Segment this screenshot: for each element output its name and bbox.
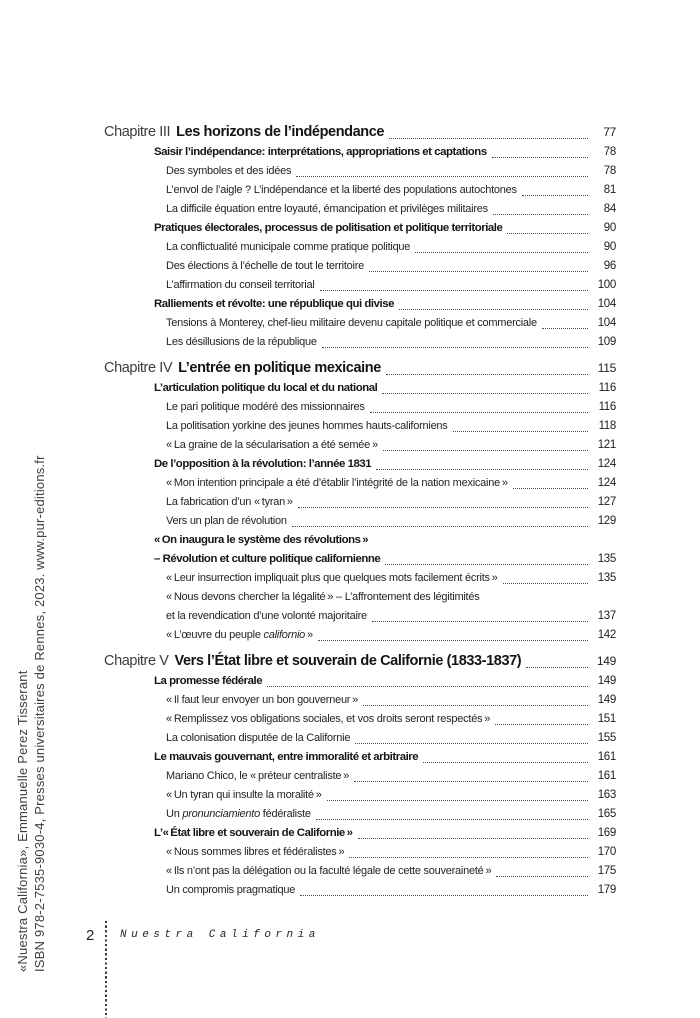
toc-entry-label <box>166 569 498 588</box>
entry-text: Mariano Chico, le « préteur centraliste » <box>166 770 350 782</box>
toc-entry-row <box>104 143 616 162</box>
entry-text: La fabrication d’un « tyran » <box>166 496 293 508</box>
entry-page-number: 78 <box>603 146 616 158</box>
entry-text: Les désillusions de la république <box>166 336 317 348</box>
toc-entry-row <box>104 786 616 805</box>
entry-page-number: 90 <box>603 222 616 234</box>
toc-entry-label <box>166 398 365 417</box>
toc-entry-row <box>104 219 616 238</box>
entry-page-number: 161 <box>597 770 616 782</box>
toc-entry-row <box>104 710 616 729</box>
entry-page-number: 116 <box>598 382 616 394</box>
entry-text: Saisir l’indépendance: interprétations, appropriations et captations <box>154 146 487 158</box>
toc-list <box>104 122 616 900</box>
toc-entry-row <box>104 295 616 314</box>
entry-text: L’affirmation du conseil territorial <box>166 279 315 291</box>
toc-entry-row <box>104 379 616 398</box>
page-number: 2 <box>86 927 95 944</box>
toc-chapter-row <box>104 651 616 672</box>
toc-entry-label <box>166 786 322 805</box>
toc-entry-row <box>104 607 616 626</box>
dot-leader <box>296 176 588 177</box>
toc-entry-row <box>104 588 616 607</box>
toc-entry-label <box>166 200 488 219</box>
entry-text: Un compromis pragmatique <box>166 884 296 896</box>
entry-page-number: 124 <box>597 477 616 489</box>
entry-text: La colonisation disputée de la Californie <box>166 732 351 744</box>
chapter-title: L’entrée en politique mexicaine <box>178 360 381 376</box>
toc-entry-label <box>166 493 293 512</box>
entry-page-number: 179 <box>597 884 616 896</box>
toc-entry-label <box>166 257 364 276</box>
dot-leader <box>542 328 588 329</box>
dot-leader <box>292 526 588 527</box>
entry-page-number: 118 <box>598 420 616 432</box>
toc-entry-label <box>166 729 350 748</box>
entry-text: » <box>305 629 313 641</box>
toc-entry-row <box>104 333 616 352</box>
toc-entry-row <box>104 200 616 219</box>
entry-text: Des symboles et des idées <box>166 165 292 177</box>
dot-leader <box>370 412 588 413</box>
entry-page-number: 129 <box>597 515 616 527</box>
toc-entry-row <box>104 512 616 531</box>
toc-entry-row <box>104 276 616 295</box>
entry-page-number: 104 <box>597 298 616 310</box>
entry-page-number: 116 <box>598 401 616 413</box>
dot-leader <box>318 640 588 641</box>
dot-leader <box>496 876 588 877</box>
toc-entry-label <box>166 691 358 710</box>
toc-entry-row <box>104 531 616 550</box>
dot-leader <box>300 895 588 896</box>
dot-leader <box>349 857 588 858</box>
toc-chapter-row <box>104 358 616 379</box>
toc-entry-row <box>104 436 616 455</box>
entry-page-number: 137 <box>597 610 616 622</box>
edition-info-line2: ISBN 978-2-7535-9030-4, Presses universitaires de Rennes, 2023. www.pur-editions.fr <box>32 455 47 972</box>
toc-entry-label <box>166 512 287 531</box>
toc-entry-row <box>104 493 616 512</box>
toc-entry-label <box>166 626 313 645</box>
entry-text: « La graine de la sécularisation a été semée » <box>166 439 378 451</box>
entry-text: « Un tyran qui insulte la moralité » <box>166 789 322 801</box>
entry-text: L’« État libre et souverain de Californie » <box>154 827 353 839</box>
toc-entry-label <box>166 333 317 352</box>
toc-entry-label <box>166 181 517 200</box>
chapter-page-number: 149 <box>596 654 616 668</box>
dot-leader <box>526 667 588 668</box>
entry-page-number: 149 <box>597 675 616 687</box>
toc-entry-label <box>166 843 344 862</box>
toc-entry-label <box>154 143 487 162</box>
toc-entry-row <box>104 824 616 843</box>
entry-text: « Mon intention principale a été d’établir l’intégrité de la nation mexicaine » <box>166 477 508 489</box>
toc-entry-label <box>166 881 295 900</box>
entry-text-italic: californio <box>263 629 306 641</box>
entry-page-number: 135 <box>597 572 616 584</box>
dot-leader <box>522 195 588 196</box>
toc-entry-label <box>154 550 380 569</box>
toc-chapter-block-3 <box>104 651 616 900</box>
toc-entry-label <box>166 588 479 607</box>
toc-entry-label <box>166 417 448 436</box>
dot-leader <box>493 214 588 215</box>
entry-text: – Révolution et culture politique californienne <box>154 553 381 565</box>
entry-page-number: 165 <box>597 808 616 820</box>
entry-text: Le pari politique modéré des missionnaires <box>166 401 365 413</box>
dot-leader <box>423 762 588 763</box>
entry-text: Le mauvais gouvernant, entre immoralité et arbitraire <box>154 751 419 763</box>
entry-text: Tensions à Monterey, chef-lieu militaire devenu capitale politique et commerciale <box>166 317 537 329</box>
entry-text: « Ils n’ont pas la délégation ou la faculté légale de cette souveraineté » <box>166 865 492 877</box>
entry-text: Ralliements et révolte: une république qui divise <box>154 298 394 310</box>
dot-leader <box>383 450 588 451</box>
entry-text: Des élections à l’échelle de tout le territoire <box>166 260 364 272</box>
toc-chapter-row <box>104 122 616 143</box>
entry-page-number: 96 <box>603 260 616 272</box>
dot-leader <box>363 705 588 706</box>
dot-leader <box>369 271 588 272</box>
toc-entry-label <box>166 862 491 881</box>
chapter-number-label: Chapitre III <box>104 124 171 140</box>
entry-text: « Il faut leur envoyer un bon gouverneur » <box>166 694 359 706</box>
entry-page-number: 149 <box>597 694 616 706</box>
toc-entry-row <box>104 881 616 900</box>
toc-entry-row <box>104 257 616 276</box>
entry-page-number: 104 <box>597 317 616 329</box>
entry-text: « Remplissez vos obligations sociales, et vos droits seront respectés » <box>166 713 491 725</box>
toc-entry-label <box>154 531 368 550</box>
toc-entry-label <box>166 710 490 729</box>
entry-text: L’articulation politique du local et du national <box>154 382 378 394</box>
toc-entry-row <box>104 181 616 200</box>
dot-leader <box>298 507 588 508</box>
toc-entry-label <box>166 607 367 626</box>
entry-page-number: 135 <box>597 553 616 565</box>
toc-entry-label <box>166 276 315 295</box>
entry-page-number: 78 <box>603 165 616 177</box>
dot-leader <box>385 564 588 565</box>
toc-entry-label <box>166 767 349 786</box>
toc-entry-label <box>154 748 418 767</box>
dot-leader <box>354 781 588 782</box>
entry-text: L’envol de l’aigle ? L’indépendance et la liberté des populations autochtones <box>166 184 517 196</box>
dot-leader <box>453 431 588 432</box>
dot-leader <box>322 347 588 348</box>
toc-entry-row <box>104 398 616 417</box>
dot-leader <box>386 374 588 375</box>
entry-page-number: 121 <box>597 439 616 451</box>
entry-text: Pratiques électorales, processus de politisation et politique territoriale <box>154 222 503 234</box>
dot-leader <box>495 724 588 725</box>
dot-leader <box>355 743 588 744</box>
entry-page-number: 81 <box>603 184 616 196</box>
dot-leader <box>320 290 588 291</box>
toc-entry-row <box>104 767 616 786</box>
dot-leader <box>372 621 588 622</box>
toc-entry-label <box>154 455 371 474</box>
toc-entry-row <box>104 550 616 569</box>
entry-text: « Nous devons chercher la légalité » – L’affrontement des légitimités <box>166 591 480 603</box>
dot-leader <box>513 488 588 489</box>
toc-entry-label <box>154 219 502 238</box>
entry-text: Vers un plan de révolution <box>166 515 287 527</box>
entry-page-number: 127 <box>597 496 616 508</box>
entry-page-number: 142 <box>597 629 616 641</box>
toc-entry-row <box>104 748 616 767</box>
entry-text: La promesse fédérale <box>154 675 263 687</box>
chapter-number-label: Chapitre V <box>104 653 169 669</box>
toc-entry-label <box>166 162 291 181</box>
entry-text: « L’œuvre du peuple <box>166 629 264 641</box>
dot-leader <box>376 469 588 470</box>
chapter-title: Les horizons de l’indépendance <box>176 124 385 140</box>
entry-text: « Leur insurrection impliquait plus que quelques mots facilement écrits » <box>166 572 498 584</box>
entry-text: « Nous sommes libres et fédéralistes » <box>166 846 345 858</box>
entry-text-italic: pronunciamiento <box>182 808 260 820</box>
dot-leader <box>503 583 588 584</box>
toc-entry-row <box>104 805 616 824</box>
entry-page-number: 175 <box>597 865 616 877</box>
chapter-number-label: Chapitre IV <box>104 360 173 376</box>
dot-leader <box>382 393 588 394</box>
running-title: Nuestra California <box>120 929 320 941</box>
edition-info-line1: «Nuestra California», Emmanuelle Perez Tisserant <box>15 670 30 972</box>
entry-page-number: 100 <box>597 279 616 291</box>
toc-entry-row <box>104 474 616 493</box>
toc-entry-row <box>104 626 616 645</box>
entry-page-number: 109 <box>597 336 616 348</box>
toc-entry-label <box>154 379 377 398</box>
dot-leader <box>415 252 588 253</box>
dot-leader <box>358 838 588 839</box>
entry-page-number: 163 <box>597 789 616 801</box>
entry-page-number: 90 <box>603 241 616 253</box>
toc-entry-row <box>104 455 616 474</box>
toc-entry-row <box>104 314 616 333</box>
dot-leader <box>389 138 588 139</box>
entry-text: La difficile équation entre loyauté, émancipation et privilèges militaires <box>166 203 488 215</box>
dot-leader <box>399 309 588 310</box>
entry-text: et la revendication d’une volonté majoritaire <box>166 610 367 622</box>
toc-chapter-block-2 <box>104 358 616 645</box>
entry-page-number: 170 <box>597 846 616 858</box>
entry-text: La politisation yorkine des jeunes hommes hauts-californiens <box>166 420 448 432</box>
dot-leader <box>492 157 588 158</box>
entry-text: fédéraliste <box>259 808 311 820</box>
dot-leader <box>327 800 588 801</box>
entry-page-number: 84 <box>603 203 616 215</box>
toc-entry-row <box>104 691 616 710</box>
toc-entry-label <box>166 436 378 455</box>
entry-page-number: 155 <box>597 732 616 744</box>
toc-entry-row <box>104 417 616 436</box>
toc-entry-label <box>154 295 394 314</box>
toc-entry-row <box>104 569 616 588</box>
dot-leader <box>507 233 588 234</box>
toc-entry-row <box>104 843 616 862</box>
entry-text: Un <box>166 808 183 820</box>
dot-leader <box>316 819 588 820</box>
entry-page-number: 169 <box>597 827 616 839</box>
footer-dashed-rule <box>105 921 107 1018</box>
toc-entry-row <box>104 238 616 257</box>
chapter-title: Vers l’État libre et souverain de Californie (1833-1837) <box>174 653 522 669</box>
entry-page-number: 124 <box>597 458 616 470</box>
entry-page-number: 151 <box>597 713 616 725</box>
entry-text: La conflictualité municipale comme pratique politique <box>166 241 411 253</box>
chapter-page-number: 77 <box>603 125 616 139</box>
toc-entry-label <box>154 824 353 843</box>
toc-entry-label <box>166 805 311 824</box>
toc-entry-label <box>166 238 410 257</box>
chapter-page-number: 115 <box>597 361 616 375</box>
toc-chapter-block-1 <box>104 122 616 352</box>
toc-entry-label <box>166 474 508 493</box>
toc-entry-row <box>104 862 616 881</box>
entry-text: De l’opposition à la révolution: l’année 1831 <box>154 458 372 470</box>
toc-entry-label <box>166 314 537 333</box>
entry-text: « On inaugura le système des révolutions » <box>154 534 369 546</box>
toc-entry-label <box>154 672 262 691</box>
dot-leader <box>267 686 588 687</box>
toc-entry-row <box>104 162 616 181</box>
entry-page-number: 161 <box>597 751 616 763</box>
toc-entry-row <box>104 729 616 748</box>
toc-entry-row <box>104 672 616 691</box>
